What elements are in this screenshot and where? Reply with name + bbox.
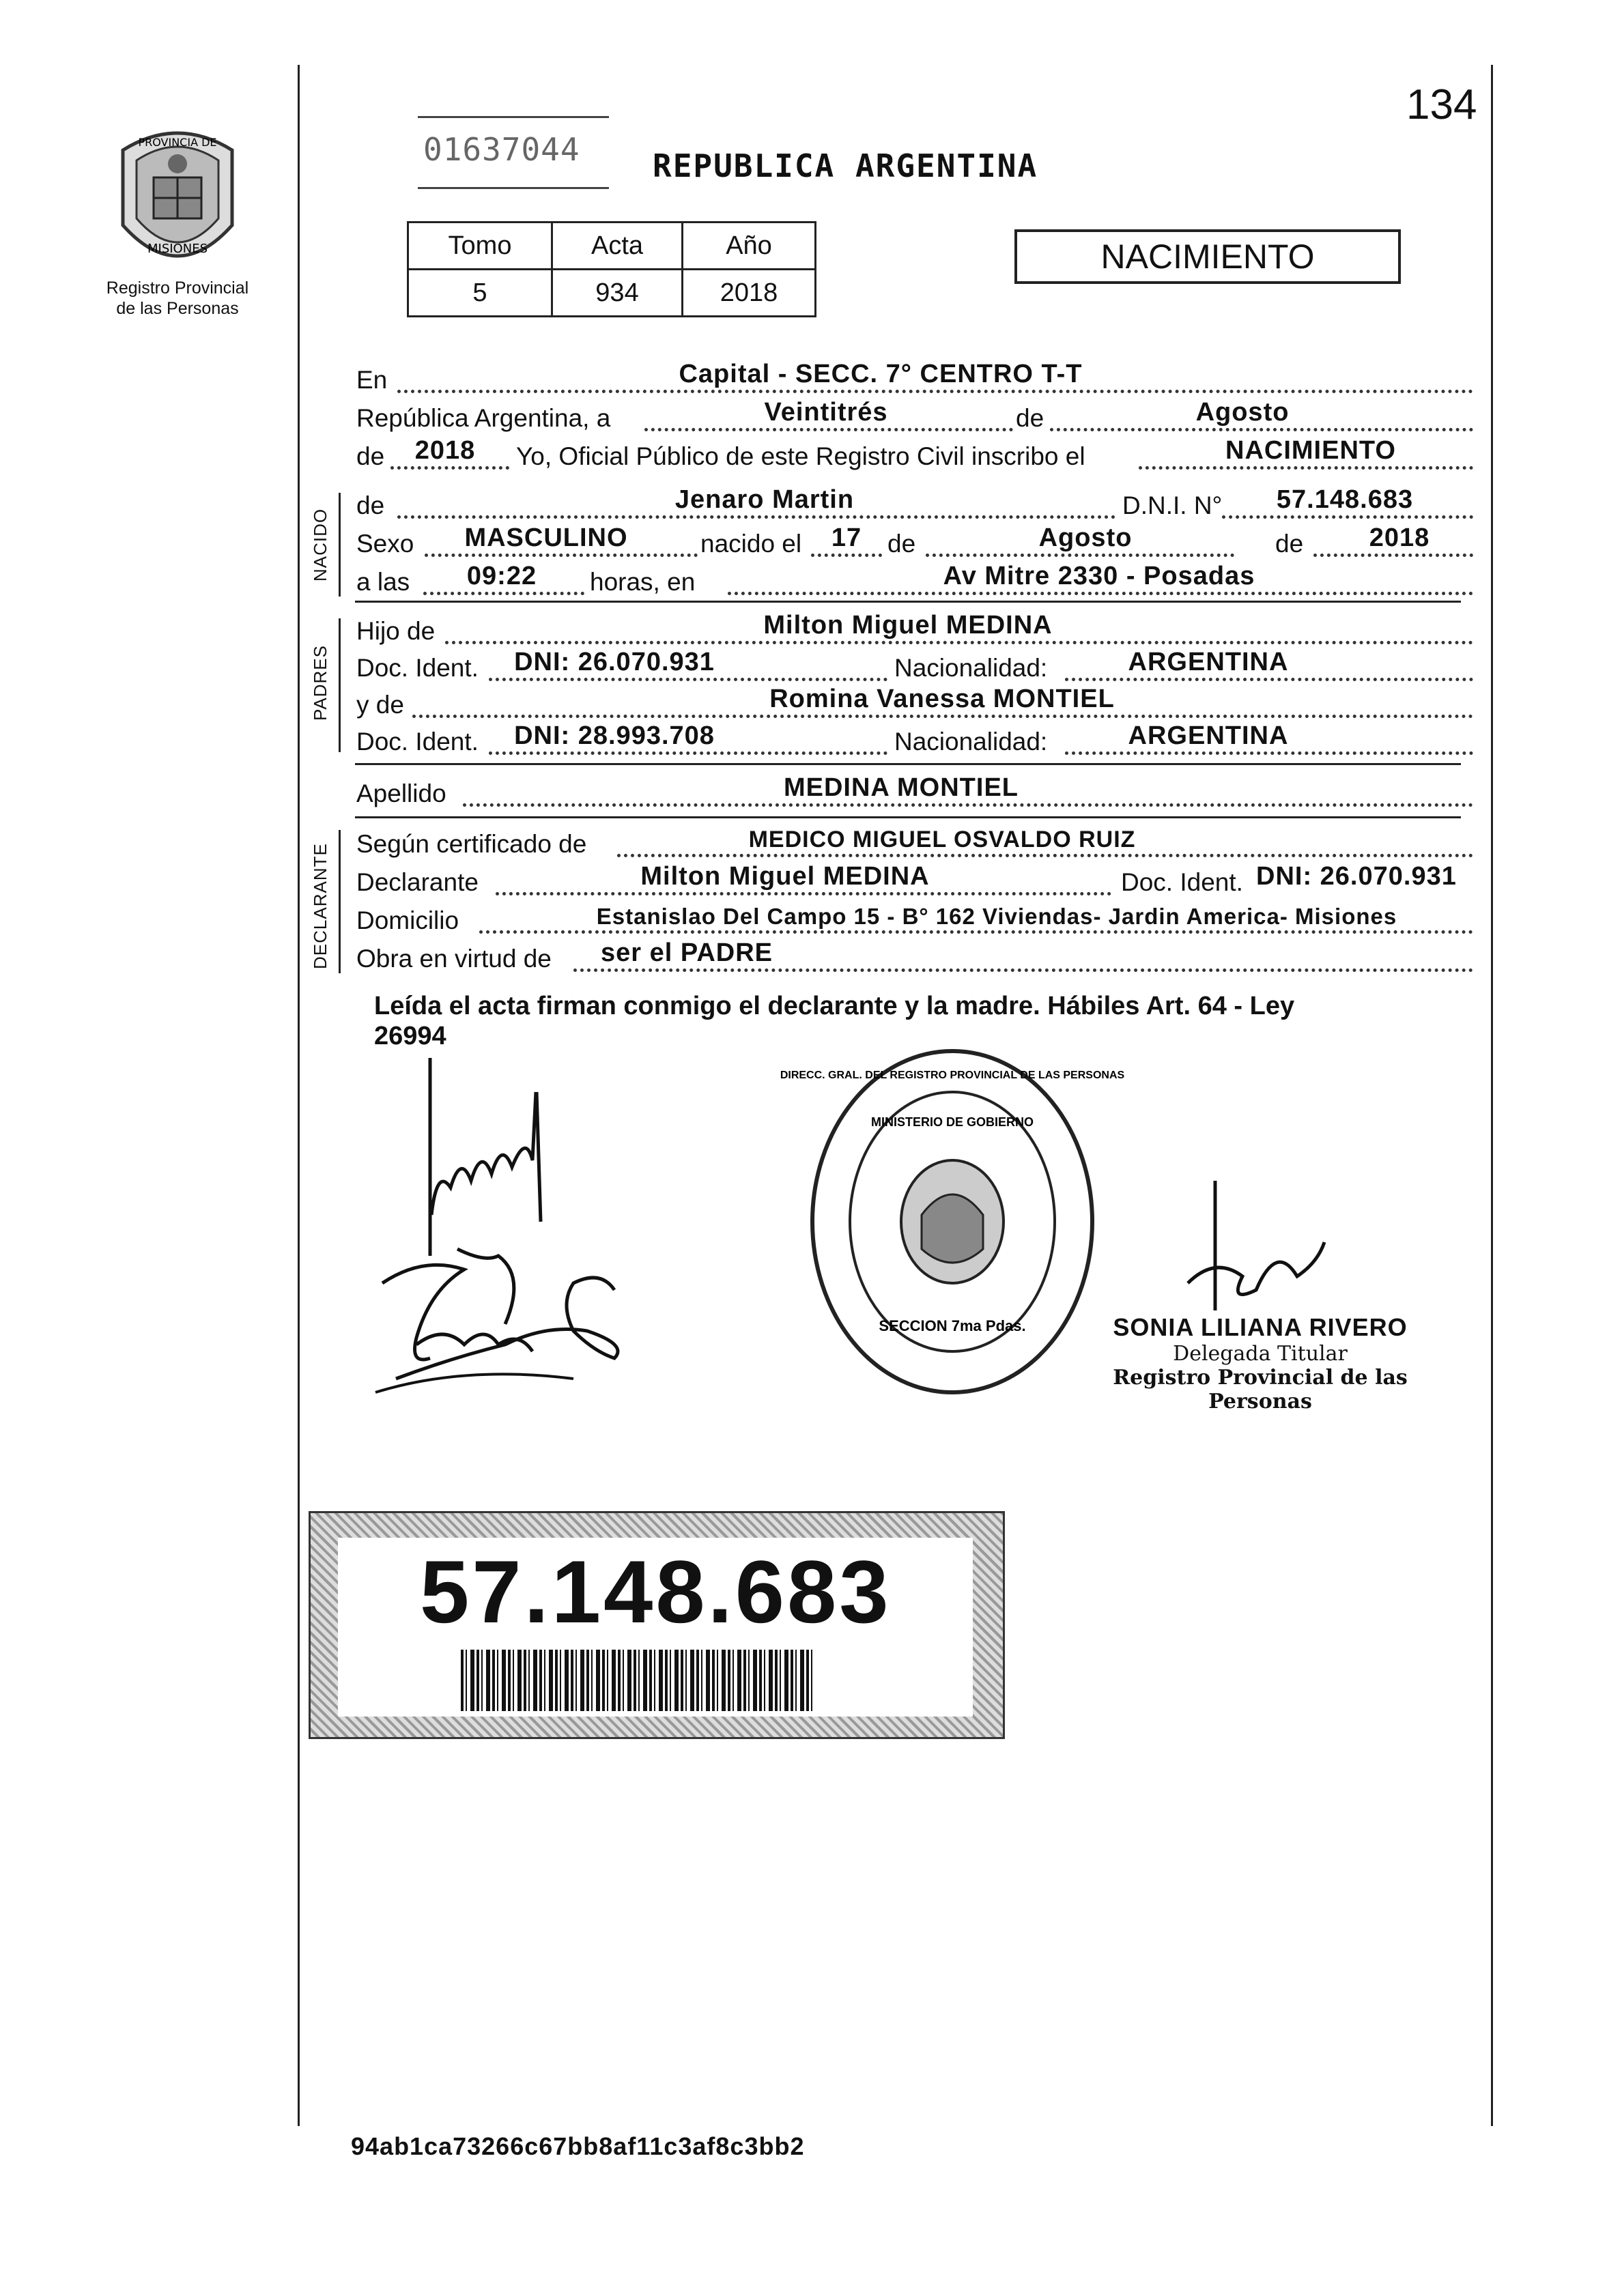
province-emblem-logo xyxy=(102,123,253,280)
de-year-label: de xyxy=(356,442,385,470)
mother-name-value: Romina Vanessa MONTIEL xyxy=(769,685,1115,713)
en-label: En xyxy=(356,366,388,394)
birth-place-value: Av Mitre 2330 - Posadas xyxy=(943,562,1255,590)
apellido-dots xyxy=(463,803,1473,807)
record-volume-table xyxy=(407,221,816,317)
oficial-text: Yo, Oficial Público de este Registro Civil inscribo el xyxy=(516,442,1085,470)
republica-label: República Argentina, a xyxy=(356,404,611,432)
obra-label: Obra en virtud de xyxy=(356,945,552,973)
child-de-label: de xyxy=(356,491,385,519)
row-child-name xyxy=(355,486,1461,524)
sexo-dots xyxy=(425,554,698,557)
record-type-box: NACIMIENTO xyxy=(1014,229,1401,284)
birth-month-dots xyxy=(926,554,1234,557)
row-fecha xyxy=(355,399,1461,437)
official-title: Delegada Titular xyxy=(1173,1342,1348,1366)
day-words-value: Veintitrés xyxy=(764,398,888,427)
serial-bottom-rule xyxy=(418,186,609,189)
padres-divider xyxy=(355,763,1461,765)
anio-value: 2018 xyxy=(683,270,816,317)
row-sexo xyxy=(355,524,1461,562)
nacido-el-label: nacido el xyxy=(700,530,802,558)
sexo-value: MASCULINO xyxy=(464,523,628,552)
official-name: SONIA LILIANA RIVERO xyxy=(1113,1313,1408,1341)
father-nationality-label: Nacionalidad: xyxy=(894,654,1048,682)
declarante-label: Declarante xyxy=(356,868,479,896)
certificado-label: Según certificado de xyxy=(356,830,587,858)
father-nationality-value: ARGENTINA xyxy=(1128,648,1289,676)
row-mother xyxy=(355,685,1461,723)
row-obra xyxy=(355,939,1461,977)
inscribo-dots xyxy=(1139,466,1473,470)
father-name-dots xyxy=(445,641,1473,644)
seal-section-text: SECCION 7ma Pdas. xyxy=(879,1317,1026,1334)
apellido-label: Apellido xyxy=(356,779,446,807)
inscribo-value: NACIMIENTO xyxy=(1225,436,1396,465)
official-block xyxy=(1090,1313,1431,1414)
a-las-label: a las xyxy=(356,568,410,596)
mother-dni-dots xyxy=(489,751,887,755)
birth-place-dots xyxy=(728,592,1473,595)
declarante-bracket xyxy=(339,830,341,973)
en-dots xyxy=(397,390,1473,393)
nacido-divider xyxy=(355,601,1461,603)
father-doc-label: Doc. Ident. xyxy=(356,654,479,682)
obra-value: ser el PADRE xyxy=(600,938,773,967)
month-dots xyxy=(1050,428,1473,431)
hijo-de-label: Hijo de xyxy=(356,617,436,645)
document-hash: 94ab1ca73266c67bb8af11c3af8c3bb2 xyxy=(351,2132,805,2160)
mother-nationality-dots xyxy=(1065,751,1473,755)
logo-caption-line1: Registro Provincial xyxy=(106,278,249,298)
row-hora xyxy=(355,562,1461,601)
child-name-value: Jenaro Martin xyxy=(674,485,855,514)
nacido-bracket xyxy=(339,493,341,597)
logo-caption-line2: de las Personas xyxy=(116,299,239,318)
declarant-signature xyxy=(410,1051,587,1269)
tomo-value: 5 xyxy=(408,270,552,317)
horas-en-label: horas, en xyxy=(590,568,696,596)
domicilio-label: Domicilio xyxy=(356,906,459,934)
dni-sticker xyxy=(309,1511,1005,1739)
closing-note xyxy=(374,991,1439,1051)
birth-de-year-label: de xyxy=(1275,530,1304,558)
closing-note-line2: 26994 xyxy=(374,1022,446,1050)
certificado-dots xyxy=(617,854,1473,857)
country-title: REPUBLICA ARGENTINA xyxy=(653,147,1038,184)
obra-dots xyxy=(573,968,1473,972)
right-margin-line xyxy=(1491,65,1493,2126)
official-signature xyxy=(1161,1174,1338,1324)
father-dni-value: DNI: 26.070.931 xyxy=(514,648,715,676)
row-domicilio xyxy=(355,901,1461,939)
row-apellido xyxy=(355,774,1461,812)
birth-time-value: 09:22 xyxy=(466,562,537,590)
day-dots xyxy=(644,428,1013,431)
anio-header: Año xyxy=(683,223,816,270)
birth-day-value: 17 xyxy=(831,523,862,552)
month-value: Agosto xyxy=(1195,398,1290,427)
seal-inner-text: MINISTERIO DE GOBIERNO xyxy=(870,1115,1034,1129)
padres-side-label: PADRES xyxy=(310,645,330,721)
sticker-barcode xyxy=(461,1650,816,1711)
birth-time-dots xyxy=(423,592,584,595)
closing-note-line1: Leída el acta firman conmigo el declarante y la madre. Hábiles Art. 64 - Ley xyxy=(374,992,1295,1020)
birth-year-value: 2018 xyxy=(1369,523,1430,552)
tomo-header: Tomo xyxy=(408,223,552,270)
year-value: 2018 xyxy=(414,436,476,465)
declarante-name-value: Milton Miguel MEDINA xyxy=(640,862,930,891)
father-dni-dots xyxy=(489,678,887,681)
row-declarante xyxy=(355,863,1461,901)
row-father-doc xyxy=(355,648,1461,687)
mother-dni-value: DNI: 28.993.708 xyxy=(514,721,715,750)
row-father xyxy=(355,612,1461,650)
logo-caption xyxy=(82,278,273,319)
child-dni-value: 57.148.683 xyxy=(1276,485,1414,514)
official-office: Registro Provincial de las Personas xyxy=(1113,1366,1408,1414)
padres-bracket xyxy=(339,618,341,752)
nacido-side-label: NACIDO xyxy=(310,508,330,582)
acta-value: 934 xyxy=(552,270,683,317)
birth-month-value: Agosto xyxy=(1038,523,1133,552)
child-name-dots xyxy=(397,515,1115,519)
acta-header: Acta xyxy=(552,223,683,270)
mother-nationality-label: Nacionalidad: xyxy=(894,728,1048,756)
left-margin-line xyxy=(298,65,300,2126)
emblem-top-text: PROVINCIA DE xyxy=(138,136,217,149)
declarante-dni-value: DNI: 26.070.931 xyxy=(1256,862,1457,891)
mother-doc-label: Doc. Ident. xyxy=(356,728,479,756)
apellido-value: MEDINA MONTIEL xyxy=(783,773,1019,802)
father-nationality-dots xyxy=(1065,678,1473,681)
dni-label: D.N.I. N° xyxy=(1122,491,1223,519)
declarante-name-dots xyxy=(496,892,1111,895)
child-dni-dots xyxy=(1222,515,1473,519)
declarante-side-label: DECLARANTE xyxy=(310,843,330,969)
en-value: Capital - SECC. 7° CENTRO T-T xyxy=(679,360,1083,388)
serial-number: 01637044 xyxy=(423,131,580,168)
sticker-number: 57.148.683 xyxy=(420,1542,892,1641)
seal-outer-text: DIRECC. GRAL. DEL REGISTRO PROVINCIAL DE LAS PERSONAS xyxy=(780,1070,1125,1081)
row-en xyxy=(355,360,1461,399)
birth-de-label: de xyxy=(887,530,916,558)
father-name-value: Milton Miguel MEDINA xyxy=(763,611,1053,640)
row-oficial xyxy=(355,437,1461,475)
sexo-label: Sexo xyxy=(356,530,414,558)
emblem-bottom-text: MISIONES xyxy=(147,242,208,256)
apellido-divider xyxy=(355,816,1461,818)
year-dots xyxy=(390,466,509,470)
serial-top-rule xyxy=(418,115,609,118)
mother-name-dots xyxy=(412,715,1473,718)
y-de-label: y de xyxy=(356,691,404,719)
mother-signature xyxy=(369,1242,655,1406)
de-label: de xyxy=(1016,404,1044,432)
certificado-value: MEDICO MIGUEL OSVALDO RUIZ xyxy=(748,827,1136,852)
mother-nationality-value: ARGENTINA xyxy=(1128,721,1289,750)
declarante-doc-label: Doc. Ident. xyxy=(1121,868,1243,896)
domicilio-dots xyxy=(479,930,1473,934)
page-number: 134 xyxy=(1406,81,1477,128)
official-seal xyxy=(780,1044,1125,1399)
domicilio-value: Estanislao Del Campo 15 - B° 162 Viviendas- Jardin America- Misiones xyxy=(596,904,1397,929)
birth-day-dots xyxy=(811,554,882,557)
row-mother-doc xyxy=(355,722,1461,760)
row-certificado xyxy=(355,824,1461,863)
birth-year-dots xyxy=(1313,554,1473,557)
